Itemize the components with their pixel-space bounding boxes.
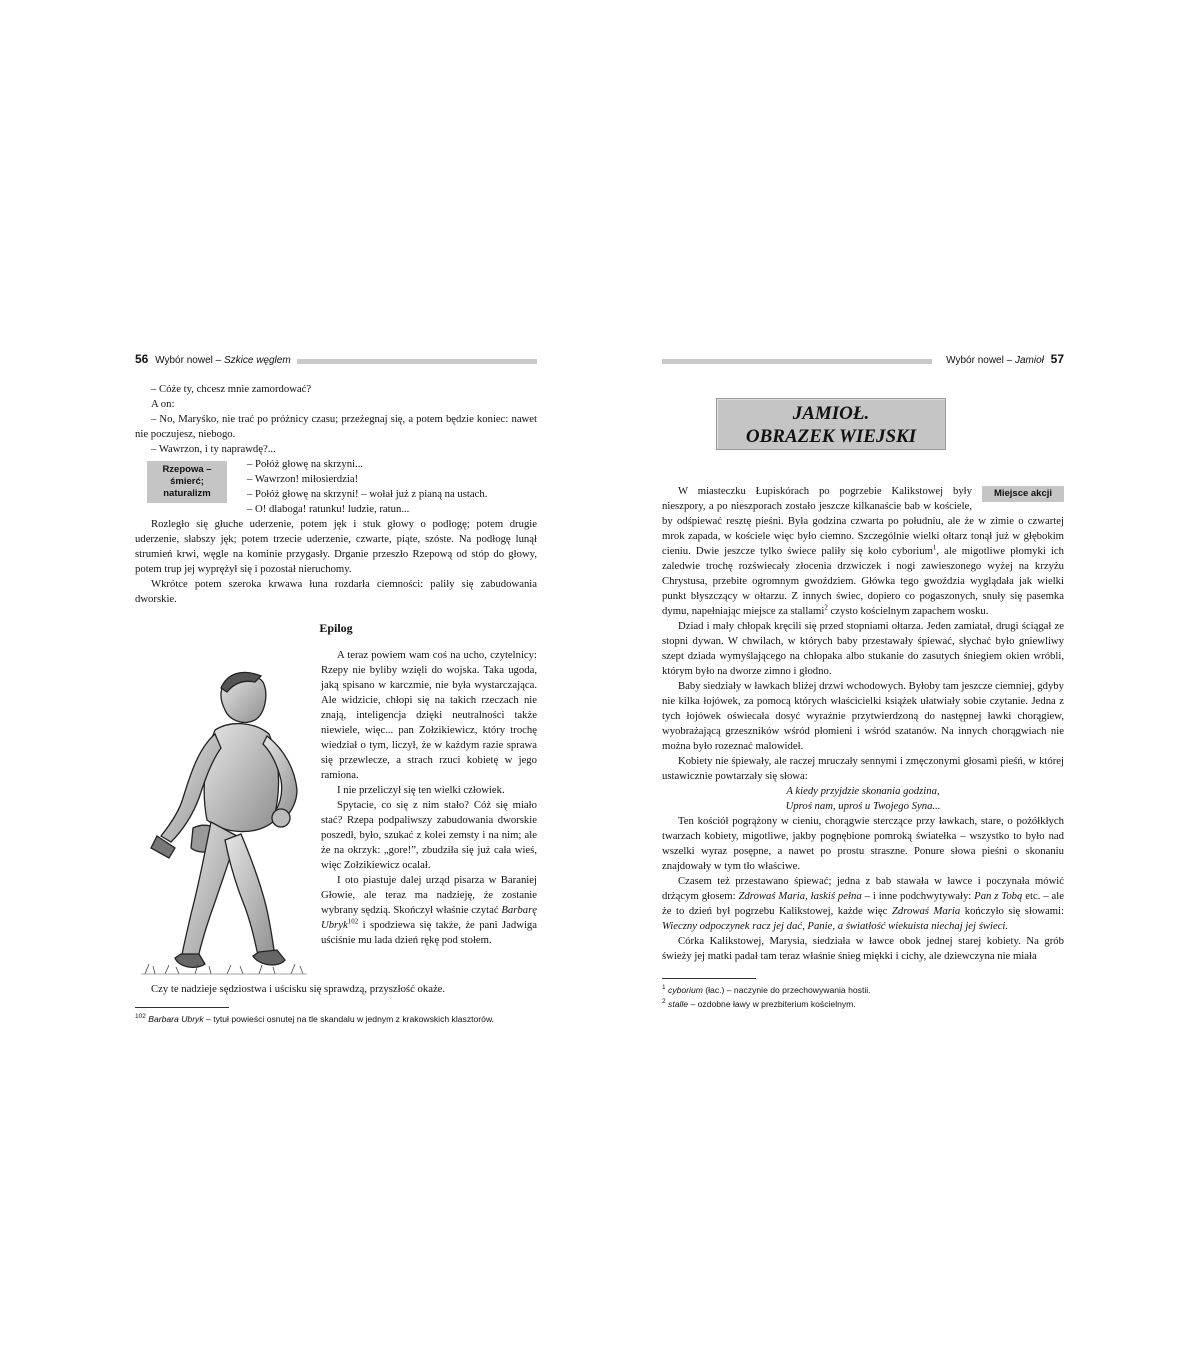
paragraph [662,874,1064,934]
dialog-line: – No, Maryśko, nie trać po próżnicy czasu; przeżegnaj się, a potem będzie koniec: nawet nie poczujesz, niebogo. [135,413,537,440]
prayer-quote: Pan z Tobą [974,890,1023,902]
paragraph [662,484,1064,619]
text-span: etc. – ale że to dzień był pogrzebu Kalikstowej, każde więc [662,890,1065,917]
footnote-rule [135,1007,229,1008]
dialog-line: – Wawrzon, i ty naprawdę?... [151,443,276,455]
running-head-prefix: Wybór nowel – [155,355,224,366]
paragraph: Dziad i mały chłopak kręcili się przed stopniami ołtarza. Jeden zamiatał, drugi ściągał ze stopni dywan. W chwilach, w których baby przestawały śpiewać, słychać było gniewliwy szept dziada wymyślającego na chłopaka albo stukanie do zasutych śniegiem okien wróbli, którym było na dworze zimno i głodno. [662,620,1064,677]
margin-note: Rzepowa – śmierć; naturalizm [147,461,227,503]
verse-line: Uproś nam, uproś u Twojego Syna... [785,800,941,812]
text-span: czysto kościelnym zapachem wosku. [827,605,989,617]
text-span: I oto piastuje dalej urząd pisarza w Baraniej Głowie, ale teraz ma nadzieję, że zostanie wybrany sędzią. Skończył właśnie czytać [321,874,537,916]
running-head-title: Szkice węglem [223,355,291,366]
footnote-text: – ozdobne ławy w prezbiterium kościelnym. [688,998,856,1009]
footnote [135,1011,537,1025]
footnote-ref[interactable]: 1 [932,543,937,552]
text-span: – i inne podchwytywały: [861,890,975,902]
illustration-peasant [135,652,313,982]
right-page [662,352,1064,1010]
paragraph: Kobiety nie śpiewały, ale raczej mruczały sennymi i zmęczonymi głosami pieśń, w której ustawicznie powtarzały się słowa: [662,755,1064,782]
footnote-term: stalle [668,998,689,1009]
running-header [135,352,537,372]
left-page [135,352,537,1025]
chapter-title: JAMIOŁ. [792,403,870,424]
dialog-line: – Połóż głowę na skrzyni... [247,458,364,470]
epilog-block [135,648,537,982]
chapter-title-box [716,398,946,450]
running-head-prefix: Wybór nowel – [946,355,1015,366]
text-span: , ale migotliwe płomyki ich zaledwie trochę rozświecały złocenia drzwiczek i nogi zawieszonego wyżej na krzyżu Chrystusa, przebite ogromnym gwoździem. Główka tego gwoździa wyglądała jak wielki punkt błyszczący w ołtarzu. Z innych świec, dopiero co pogaszonych, snuły się pasemka dymu, napełniając miejsce za stallami [662,545,1064,617]
paragraph: Wkrótce potem szeroka krwawa łuna rozdarła ciemności: paliły się zabudowania dworskie. [135,578,537,605]
dialog-line: – Wawrzon! miłosierdzia! [247,473,359,485]
footnote-number: 2 [662,997,666,1005]
paragraph: Spytacie, co się z nim stało? Cóż się miało stać? Rzepa podpaliwszy zabudowania dworskie poszedł, było, szukać z kolei zemsty i na nim; ale że na okrzyk: „gore!”, zbudziła się już cała wieś, więc Zołzikiewicz ocalał. [321,799,537,871]
dialog-line: – Połóż głowę na skrzyni! – wołał już z pianą na ustach. [247,488,488,500]
paragraph: Baby siedziały w ławkach bliżej drzwi wchodowych. Byłoby tam jeszcze ciemniej, gdyby nie kilka łojówek, za pomocą których właścicielki książek ułatwiały sobie czytanie. Jedna z tych łojówek oświecała dosyć wyraźnie przytwierdzoną do następnej ławki chorągiew, wyobrażającą grzeszników wśród płomieni i wśród szatanów. Na innych chorągwiach nie można było rozeznać malowideł. [662,680,1064,752]
page-number: 56 [135,352,149,366]
dialog-line: A on: [151,398,175,410]
text-span: W miasteczku Łupiskórach po pogrzebie Kalikstowej były nieszpory, a po nieszporach zostało jeszcze kilkanaście bab w kościele, by odśpiewać resztę pieśni. Była godzina czwarta po południu, ale że w zimie o czwartej mrok zapada, w kościele więc było ciemno. Szczególnie wielki ołtarz tonął już w głębokim cieniu. Dwie jeszcze tylko świece paliły się koło cyborium [662,485,1064,557]
footnote-term: cyborium [668,984,703,995]
page-body [662,484,1064,964]
footnote-term: Barbara Ubryk [148,1013,204,1024]
footnote-text: (łac.) – naczynie do przechowywania hostii. [702,984,871,995]
footnote-text: – tytuł powieści osnutej na tle skandalu w jednym z krakowskich klasztorów. [203,1013,495,1024]
paragraph: Córka Kalikstowej, Marysia, siedziała w ławce obok jednej starej kobiety. Na grób świeży jej matki padał tam teraz właśnie śnieg miękki i cichy, ale dziewczyna nie miała [662,935,1064,962]
prayer-quote: Zdrowaś Maria [891,905,961,917]
page-body [135,382,537,997]
text-span: Czasem też przestawano śpiewać; jedna z bab stawała w ławce i poczynała mówić drżącym głosem: [662,875,1064,902]
paragraph: Ten kościół pogrążony w cieniu, chorągwie sterczące przy ławkach, stare, o pożółkłych twarzach kobiety, migotliwe, jakby pognębione pomroką światełka – wszystko to było nad wszelki wyraz posępne, a nawet po prostu straszne. Ponure słowa pieśni o skonaniu znajdowały w tym tło właściwe. [662,815,1064,872]
footnote-number: 1 [662,984,666,991]
footnote [662,982,1064,996]
margin-note: Miejsce akcji [982,486,1064,502]
running-head-title: Jamioł [1014,355,1044,366]
paragraph: A teraz powiem wam coś na ucho, czytelnicy: Rzepy nie byliby wzięli do wojska. Taka ugoda, jaką spisano w karczmie, nie była wystarczająca. Ale widzicie, chłopi się na takich rzeczach nie znają, inteligencja dzięki neutralności także niewiele, więc... pan Zołzikiewicz, który trochę wiedział o tym, liczył, że w każdym razie sprawa się przewlecze, a strach rzuci kobietę w jego ramiona. [321,649,537,781]
verse-line: A kiedy przyjdzie skonania godzina, [786,785,940,797]
book-title: Barbarę Ubryk [321,904,537,931]
paragraph: I nie przeliczył się ten wielki człowiek. [337,784,505,796]
text-span: kończyło się słowami: [960,905,1064,917]
page-number: 57 [1050,352,1064,366]
footnote-ref[interactable]: 2 [824,603,828,612]
running-header [662,352,1064,372]
footnote [662,996,1064,1010]
dialog-line: – Cóże ty, chcesz mnie zamordować? [151,383,312,395]
dialog-block [135,457,537,517]
prayer-quote: Wieczny odpoczynek racz jej dać, Panie, a światłość wiekuista niechaj jej świeci. [662,920,1009,932]
footnote-rule [662,978,756,979]
footnote-ref[interactable]: 102 [347,917,359,926]
dialog-line: – O! dlaboga! ratunku! ludzie, ratun... [247,503,410,515]
paragraph: Rozległo się głuche uderzenie, potem jęk i stuk głowy o podłogę; potem drugie uderzenie, słabszy jęk; potem trzecie uderzenie, czwarte, piąte, szóste. Na podłogę lunął strumień krwi, węgle na kominie przygasły. Drganie przeszło Rzepową od stóp do głowy, potem trup jej wyprężył się i pozostał nieruchomy. [135,518,537,575]
paragraph: Czy te nadzieje sędziostwa i uścisku się sprawdzą, przyszłość okaże. [151,983,446,995]
section-title: Epilog [319,621,353,635]
prayer-quote: Zdrowaś Maria, łaskiś pełna [738,890,862,902]
chapter-subtitle: OBRAZEK WIEJSKI [745,426,917,447]
header-rule [662,359,932,364]
footnote-number: 102 [135,1013,146,1020]
header-rule [297,359,537,364]
text-span: i spodziewa się także, że pani Jadwiga uściśnie mu lada dzień rękę pod stołem. [321,919,537,946]
